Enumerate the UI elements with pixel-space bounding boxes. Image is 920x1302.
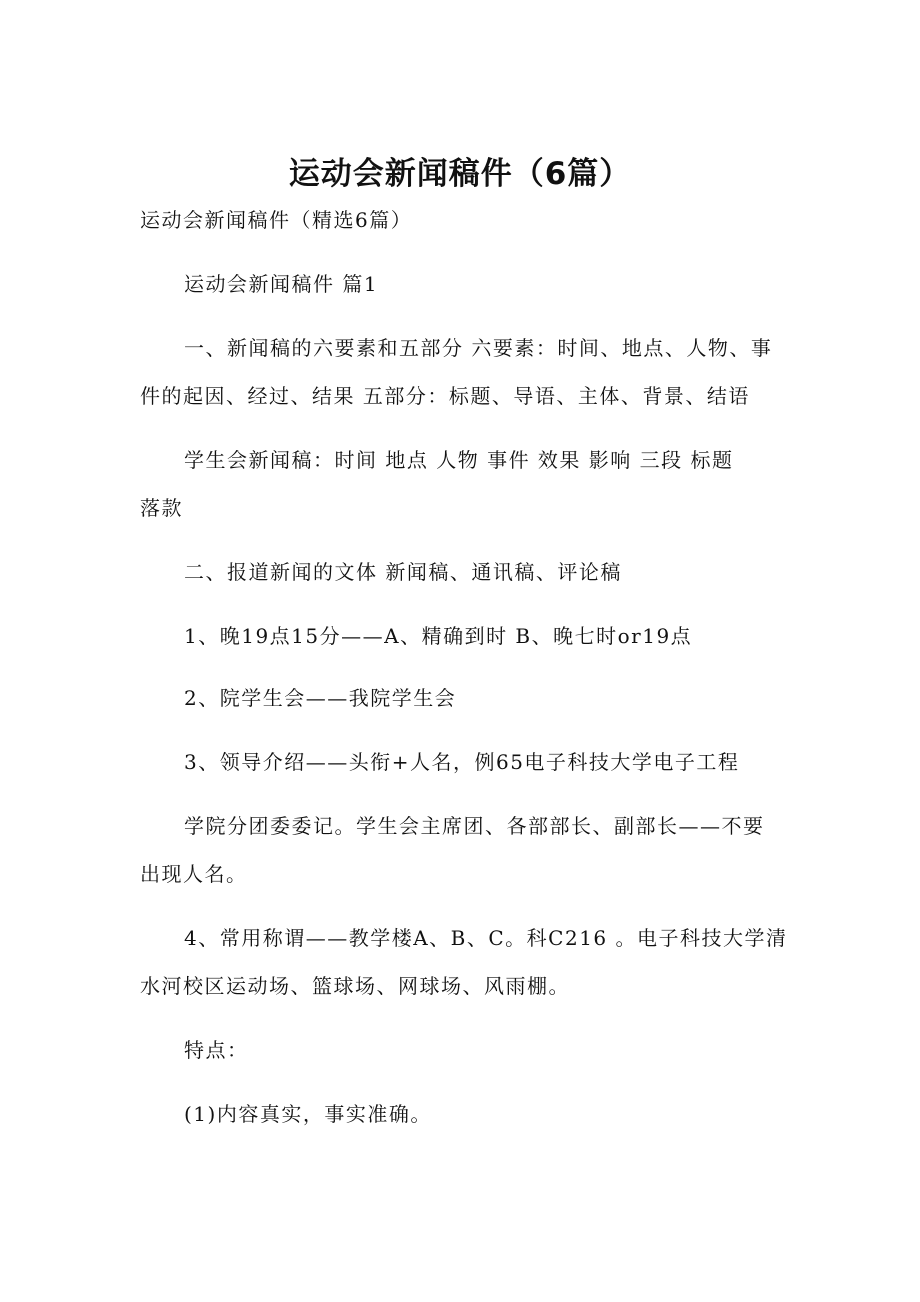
- paragraph-1-line-2: 件的起因、经过、结果 五部分：标题、导语、主体、背景、结语: [140, 384, 750, 408]
- document-subtitle: 运动会新闻稿件（精选6篇）: [140, 208, 413, 232]
- paragraph-8-line-1: 4、常用称谓——教学楼A、B、C。科C216 。电子科技大学清: [184, 926, 788, 950]
- paragraph-3: 二、报道新闻的文体 新闻稿、通讯稿、评论稿: [184, 560, 622, 584]
- paragraph-9: 特点：: [184, 1038, 249, 1062]
- document-title: 运动会新闻稿件（6篇）: [288, 156, 632, 192]
- paragraph-1-line-1: 一、新闻稿的六要素和五部分 六要素：时间、地点、人物、事: [184, 336, 773, 360]
- paragraph-2-line-2: 落款: [140, 496, 183, 520]
- paragraph-8-line-2: 水河校区运动场、篮球场、网球场、风雨棚。: [140, 974, 570, 998]
- paragraph-5: 2、院学生会——我院学生会: [184, 686, 457, 710]
- paragraph-7-line-1: 学院分团委委记。学生会主席团、各部部长、副部长——不要: [184, 814, 765, 838]
- paragraph-4: 1、晚19点15分——A、精确到时 B、晚七时or19点: [184, 624, 693, 648]
- paragraph-6: 3、领导介绍——头衔+人名，例65电子科技大学电子工程: [184, 750, 740, 774]
- paragraph-7-line-2: 出现人名。: [140, 862, 248, 886]
- section-heading: 运动会新闻稿件 篇1: [184, 272, 379, 296]
- paragraph-2-line-1: 学生会新闻稿：时间 地点 人物 事件 效果 影响 三段 标题: [184, 448, 734, 472]
- paragraph-10: (1)内容真实，事实准确。: [184, 1102, 432, 1126]
